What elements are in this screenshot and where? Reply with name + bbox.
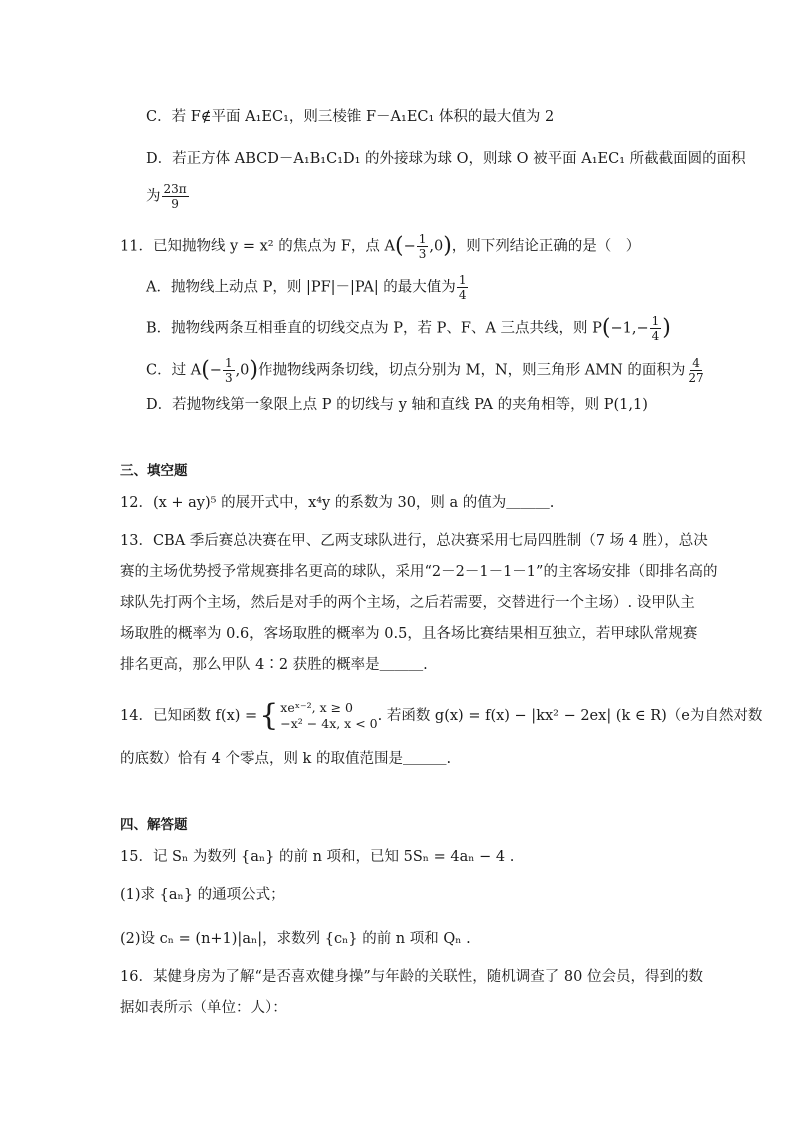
fraction-denominator: 3 [224,371,233,385]
fraction-denominator: 4 [651,329,660,343]
q11-c-fraction-area [686,356,705,385]
q14-rest: . 若函数 g(x) = f(x) − |kx² − 2ex| (k ∈ R)（e为自然对数 [377,708,763,724]
fraction-numerator: 4 [692,356,700,370]
q11-a-fraction [457,273,469,302]
q11-c-text: C．过 A [146,362,202,379]
fraction-numerator: 1 [651,314,660,328]
q11-c-fraction-point [223,356,235,385]
section-title-fill-in: 三、填空题 [120,463,188,479]
q11-stem-fraction [417,232,429,261]
q11-option-a [146,273,469,302]
q11-c-point-sign: − [209,362,222,379]
q13-line-3: 球队先打两个主场，然后是对手的两个主场，之后若需要，交替进行一个主场）. 设甲队主 [120,595,695,611]
fraction-denominator: 4 [458,288,467,302]
q11-point-sign: − [403,238,416,255]
fraction-numerator: 23π [163,182,187,196]
q10-option-c: C．若 F∉平面 A₁EC₁，则三棱锥 F－A₁EC₁ 体积的最大值为 2 [146,109,555,125]
q11-point-y: ,0 [429,238,444,255]
fraction-numerator: 1 [418,232,427,246]
q15-part-1: (1)求 {aₙ} 的通项公式； [120,887,285,903]
q14-stem [120,700,762,732]
q13-line-1: 13．CBA 季后赛总决赛在甲、乙两支球队进行，总决赛采用七局四胜制（7 场 4 胜），总决 [120,533,708,549]
q11-stem-question: ，则下列结论正确的是（ ） [451,238,641,255]
q11-a-text: A．抛物线上动点 P，则 |PF|－|PA| 的最大值为 [146,279,456,296]
fraction-numerator: 1 [224,356,233,370]
q11-b-fraction [650,314,662,343]
q15-stem: 15．记 Sₙ 为数列 {aₙ} 的前 n 项和，已知 5Sₙ = 4aₙ − 4 . [120,849,515,865]
q10-option-d: D．若正方体 ABCD－A₁B₁C₁D₁ 的外接球为球 O，则球 O 被平面 A₁EC₁ 所截截面圆的面积 [146,151,746,167]
q11-stem: 11．已知抛物线 y = x² 的焦点为 F，点 A(− $\frac{1}{3}$ ,0)，则下列结论正确的是（ ） [120,232,641,261]
q11-option-b: B．抛物线两条互相垂直的切线交点为 P，若 P、F、A 三点共线，则 P(−1,− $\frac{1}{4}$ ) [146,314,671,343]
q14-line-2: 的底数）恰有 4 个零点，则 k 的取值范围是＿＿＿. [120,751,452,767]
q11-c-text-rest: 作抛物线两条切线，切点分别为 M，N，则三角形 AMN 的面积为 [258,362,686,379]
q14-case-2: −x² − 4x, x < 0 [280,716,378,731]
q11-c-point-y: ,0 [235,362,250,379]
q13-line-4: 场取胜的概率为 0.6，客场取胜的概率为 0.5，且各场比赛结果相互独立，若甲球队常规赛 [120,626,698,642]
fraction-numerator: 1 [458,273,467,287]
q11-b-text: B．抛物线两条互相垂直的切线交点为 P，若 P、F、A 三点共线，则 P [146,320,602,337]
q11-option-d: D．若抛物线第一象限上点 P 的切线与 y 轴和直线 PA 的夹角相等，则 P(1,1) [146,397,648,413]
section-title-answer: 四、解答题 [120,817,188,833]
q11-stem-text: 11．已知抛物线 y = x² 的焦点为 F，点 A [120,238,395,255]
q11-option-c: C．过 A(− $\frac{1}{3}$ ,0)作抛物线两条切线，切点分别为 M，N，则三角形 AMN 的面积为 $\frac{4}{27}$ [146,356,704,385]
q10-option-d-answer [146,182,190,211]
q12: 12．(x + ay)⁵ 的展开式中，x⁴y 的系数为 30，则 a 的值为＿＿＿. [120,495,555,511]
q15-part-2: (2)设 cₙ = (n+1)|aₙ|，求数列 {cₙ} 的前 n 项和 Qₙ . [120,931,471,947]
q14-case-1: xeˣ⁻², x ≥ 0 [280,700,354,715]
q11-b-point: −1,− [610,320,649,337]
q14-piecewise [280,700,377,732]
fraction-denominator: 9 [171,197,179,211]
brace-icon: { [259,698,279,733]
q16-line-1: 16．某健身房为了解“是否喜欢健身操”与年龄的关联性，随机调查了 80 位会员，得到的数 [120,969,703,985]
q14-prefix: 14．已知函数 f(x) = [120,708,258,724]
q13-line-2: 赛的主场优势授予常规赛排名更高的球队，采用“2－2－1－1－1”的主客场安排（即排名高的 [120,564,718,580]
q10-d-fraction [162,182,189,211]
q10-d-prefix: 为 [146,188,161,205]
fraction-denominator: 3 [418,247,427,261]
fraction-denominator: 27 [688,371,704,385]
q13-line-5: 排名更高，那么甲队 4∶2 获胜的概率是＿＿＿. [120,657,428,673]
q16-line-2: 据如表所示（单位：人）： [120,1000,287,1016]
